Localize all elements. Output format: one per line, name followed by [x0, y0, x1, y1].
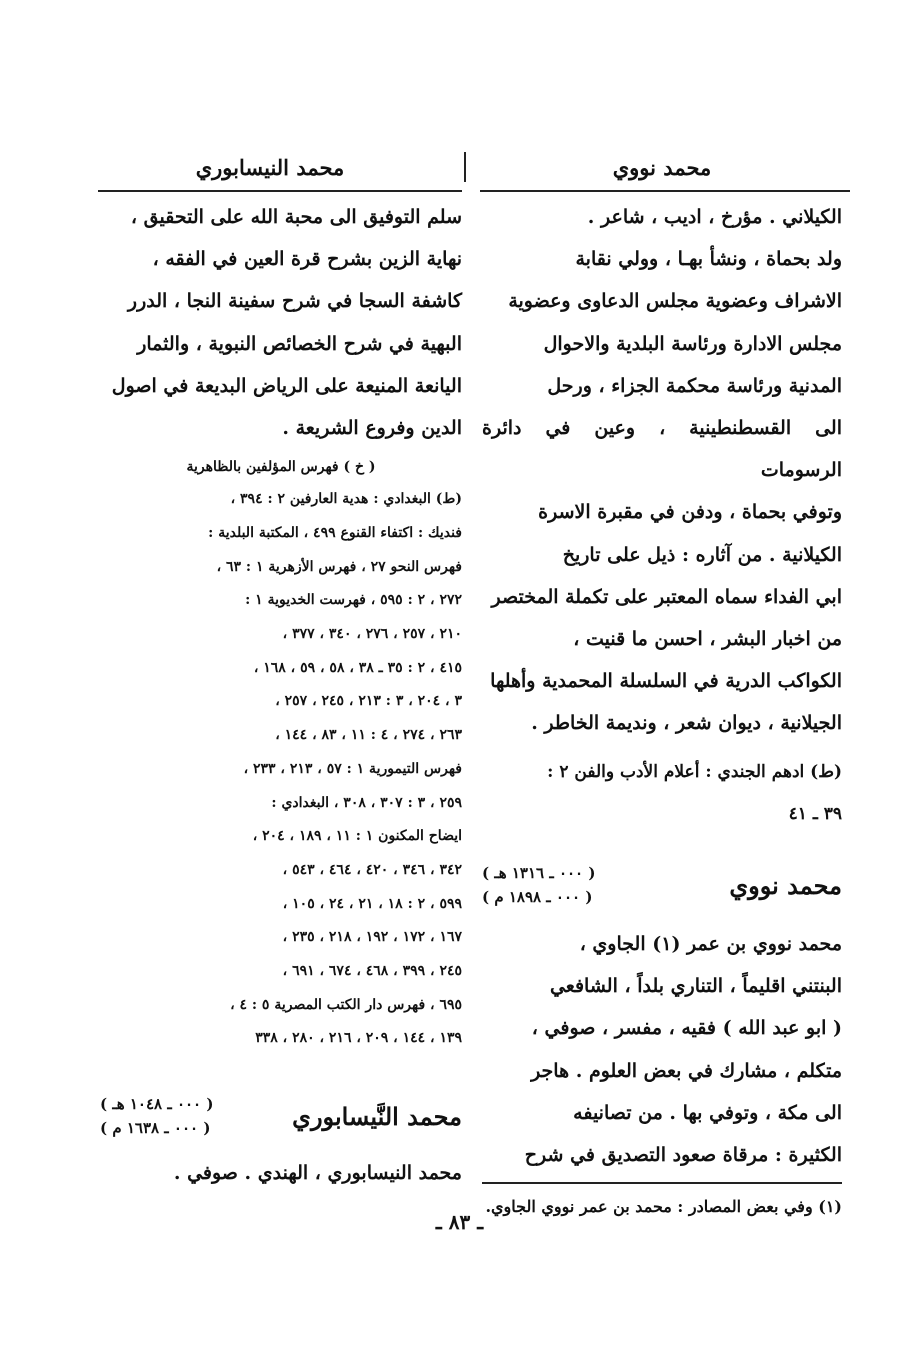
entry-name: محمد النَّيسابوري	[292, 1101, 462, 1131]
entry-date-gregorian: ( ٠٠٠ ـ ١٨٩٨ م )	[482, 888, 593, 907]
entry-body-naysaburi	[100, 1152, 462, 1194]
reference-line: ايضاح المكنون ١ : ١١ ، ١٨٩ ، ٢٠٤ ،	[252, 828, 462, 845]
text-line: ابي الفداء سماه المعتبر على تكملة المختصر	[491, 585, 842, 608]
text-line: كاشفة السجا في شرح سفينة النجا ، الدرر	[127, 290, 462, 313]
text-line: ( ابو عبد الله ) فقيه ، مفسر ، صوفي ،	[531, 1017, 842, 1040]
text-line: الكواكب الدرية في السلسلة المحمدية وأهلها	[490, 670, 842, 693]
left-column-continuation	[100, 196, 462, 449]
reference-line: ٢١٠ ، ٢٥٧ ، ٢٧٦ ، ٣٤٠ ، ٣٧٧ ،	[282, 626, 462, 643]
text-line: الكيلاني . مؤرخ ، اديب ، شاعر .	[587, 206, 842, 228]
text-line: اليانعة المنيعة على الرياض البديعة في اصول	[111, 374, 462, 397]
reference-line: ٣٤٢ ، ٣٤٦ ، ٤٢٠ ، ٤٦٤ ، ٥٤٣ ،	[282, 861, 462, 878]
entry-dates	[482, 861, 595, 909]
page-number: ـ ٨٣ ـ	[435, 1210, 484, 1234]
entry-name: محمد نووي	[729, 870, 842, 900]
reference-line: فهرس التيمورية ١ : ٥٧ ، ٢١٣ ، ٢٣٣ ،	[243, 760, 462, 777]
text-line: سلم التوفيق الى محبة الله على التحقيق ،	[130, 206, 462, 228]
reference-line: ٥٩٩ ، ٢ : ١٨ ، ٢١ ، ٢٤ ، ١٠٥ ،	[282, 895, 462, 912]
reference-line: ٢٥٩ ، ٣ : ٣٠٧ ، ٣٠٨ ، البغدادي :	[271, 794, 462, 811]
text-line: متكلم ، مشارك في بعض العلوم . هاجر	[531, 1059, 842, 1082]
text-line: الى مكة ، وتوفي بها . من تصانيفه	[573, 1101, 842, 1124]
entry-date-hijri: ( ٠٠٠ ـ ١٠٤٨ هـ )	[100, 1095, 214, 1114]
text-line: المدنية ورئاسة محكمة الجزاء ، ورحل	[547, 374, 842, 397]
right-column-continuation	[482, 196, 842, 745]
entry-date-hijri: ( ٠٠٠ ـ ١٣١٦ هـ )	[482, 864, 596, 883]
reference-line: فنديك : اكتفاء القنوع ٤٩٩ ، المكتبة البلدية :	[208, 524, 462, 541]
left-column-references	[100, 483, 462, 1056]
text-line: وتوفي بحماة ، ودفن في مقبرة الاسرة	[538, 501, 842, 524]
reference-line: ٢٤٥ ، ٣٩٩ ، ٤٦٨ ، ٦٧٤ ، ٦٩١ ،	[282, 963, 462, 980]
left-header-rule	[98, 190, 462, 192]
text-line: البنتني اقليماً ، التناري بلداً ، الشافعي	[549, 975, 842, 998]
reference-line: ٤١٥ ، ٢ : ٣٥ ـ ٣٨ ، ٥٨ ، ٥٩ ، ١٦٨ ،	[253, 659, 462, 676]
reference-line: فهرس النحو ٢٧ ، فهرس الأزهرية ١ : ٦٣ ،	[216, 558, 462, 575]
text-line: الكيلانية . من آثاره : ذيل على تاريخ	[562, 543, 842, 566]
reference-line: ٦٩٥ ، فهرس دار الكتب المصرية ٥ : ٤ ،	[230, 996, 462, 1013]
entry-dates	[100, 1092, 213, 1140]
reference-line: ٢٧٢ ، ٢ : ٥٩٥ ، فهرست الخديوية ١ :	[245, 592, 462, 609]
entry-body-nawawi	[482, 923, 842, 1176]
text-line: محمد النيسابوري ، الهندي . صوفي .	[173, 1162, 462, 1185]
column-header-divider	[464, 152, 466, 182]
text-line: الجيلانية ، ديوان شعر ، ونديمة الخاطر .	[531, 712, 842, 735]
entry-date-gregorian: ( ٠٠٠ ـ ١٦٣٨ م )	[100, 1119, 211, 1138]
text-line: محمد نووي بن عمر (١) الجاوي ،	[579, 933, 842, 956]
left-column	[100, 196, 462, 1194]
right-column-references	[482, 751, 842, 835]
reference-line: ١٣٩ ، ١٤٤ ، ٢٠٩ ، ٢١٦ ، ٢٨٠ ، ٣٣٨	[255, 1030, 462, 1047]
entry-heading-naysaburi	[100, 1092, 462, 1140]
left-column-header: محمد النيسابوري	[195, 155, 345, 180]
text-line: نهاية الزين بشرح قرة العين في الفقه ،	[152, 248, 462, 271]
right-column	[482, 196, 842, 1222]
right-header-rule	[480, 190, 850, 192]
text-line: الاشراف وعضوية مجلس الدعاوى وعضوية	[508, 290, 842, 313]
footnote-rule	[482, 1182, 842, 1184]
reference-heading: ( خ ) فهرس المؤلفين بالظاهرية	[186, 459, 376, 476]
reference-line: ٣٩ ـ ٤١	[788, 803, 842, 824]
text-line: الدين وفروع الشريعة .	[282, 417, 462, 440]
footnote: (١) وفي بعض المصادر : محمد بن عمر نووي الجاوي.	[485, 1197, 842, 1217]
reference-line: (ط) البغدادي : هدية العارفين ٢ : ٣٩٤ ،	[230, 491, 462, 508]
reference-line: ٣ ، ٢٠٤ ، ٣ : ٢١٣ ، ٢٤٥ ، ٢٥٧ ،	[275, 693, 462, 710]
reference-line: ١٦٧ ، ١٧٢ ، ١٩٢ ، ٢١٨ ، ٢٣٥ ،	[282, 929, 462, 946]
text-line: الى القسطنطينية ، وعين في دائرة الرسومات	[482, 417, 842, 482]
text-line: مجلس الادارة ورئاسة البلدية والاحوال	[543, 332, 842, 355]
text-line: ولد بحماة ، ونشأ بهـا ، وولي نقابة	[575, 248, 842, 271]
text-line: الكثيرة : مرقاة صعود التصديق في شرح	[524, 1144, 842, 1167]
right-column-header: محمد نووي	[612, 155, 712, 180]
reference-line: (ط) ادهم الجندي : أعلام الأدب والفن ٢ :	[547, 761, 842, 782]
reference-line: ٢٦٣ ، ٢٧٤ ، ٤ : ١١ ، ٨٣ ، ١٤٤ ،	[275, 727, 462, 744]
text-line: البهية في شرح الخصائص النبوية ، والثمار	[137, 332, 462, 355]
text-line: من اخبار البشر ، احسن ما قنيت ،	[573, 628, 842, 651]
entry-heading-nawawi	[482, 861, 842, 909]
